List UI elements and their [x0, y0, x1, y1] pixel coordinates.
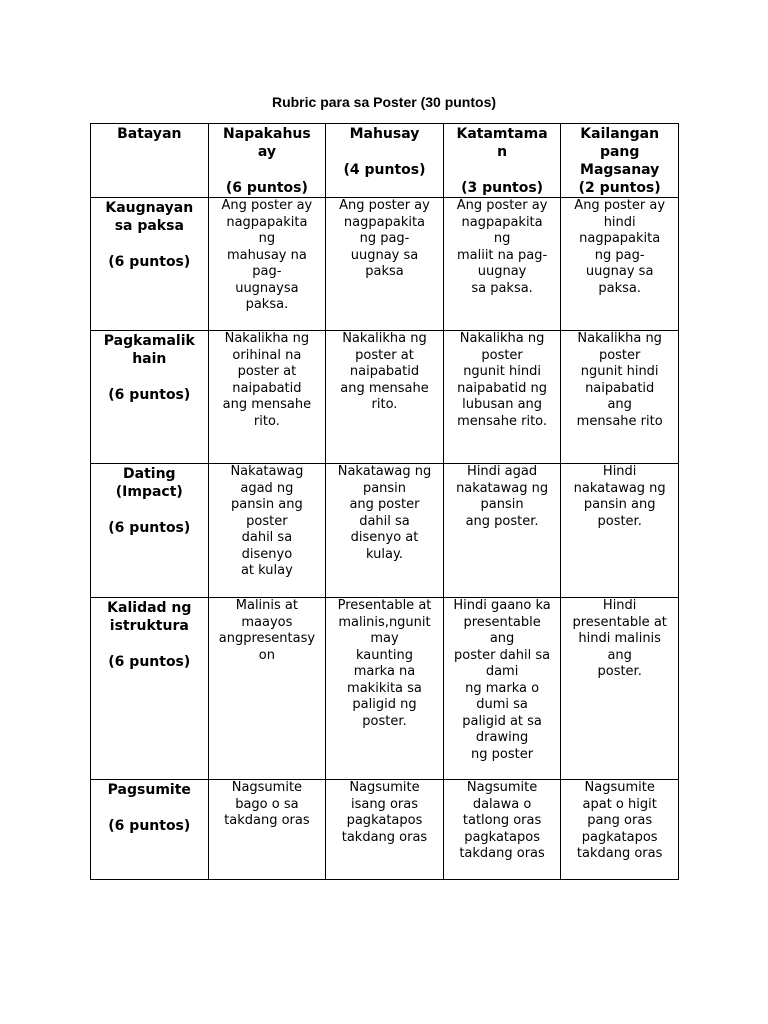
header-katamtaman: Katamtama n (3 puntos)	[443, 124, 561, 198]
table-cell: Nakalikha ng poster ngunit hindi naipabatid ng lubusan ang mensahe rito.	[443, 331, 561, 464]
table-header-row	[91, 124, 679, 198]
criterion-cell: Pagkamalik hain (6 puntos)	[91, 331, 209, 464]
table-cell: Nakalikha ng orihinal na poster at naipabatid ang mensahe rito.	[208, 331, 326, 464]
criterion-cell: Pagsumite (6 puntos)	[91, 780, 209, 880]
document-title: Rubric para sa Poster (30 puntos)	[271, 94, 497, 110]
table-cell: Nakalikha ng poster ngunit hindi naipabatid ang mensahe rito	[561, 331, 679, 464]
table-cell: Nagsumite isang oras pagkatapos takdang oras	[326, 780, 444, 880]
header-batayan: Batayan	[91, 124, 209, 198]
table-row	[91, 780, 679, 880]
table-cell: Ang poster ay hindi nagpapakita ng pag- uugnay sa paksa.	[561, 198, 679, 331]
table-cell: Nakalikha ng poster at naipabatid ang mensahe rito.	[326, 331, 444, 464]
header-napakahusay: Napakahus ay (6 puntos)	[208, 124, 326, 198]
table-cell: Nakatawag ng pansin ang poster dahil sa disenyo at kulay.	[326, 464, 444, 598]
header-mahusay: Mahusay (4 puntos)	[326, 124, 444, 198]
table-cell: Hindi nakatawag ng pansin ang poster.	[561, 464, 679, 598]
table-cell: Malinis at maayos angpresentasy on	[208, 598, 326, 780]
table-cell: Nakatawag agad ng pansin ang poster dahil sa disenyo at kulay	[208, 464, 326, 598]
table-row	[91, 331, 679, 464]
table-cell: Ang poster ay nagpapakita ng pag- uugnay sa paksa	[326, 198, 444, 331]
table-cell: Presentable at malinis,ngunit may kaunting marka na makikita sa paligid ng poster.	[326, 598, 444, 780]
rubric-table	[90, 123, 679, 880]
criterion-cell: Kalidad ng istruktura (6 puntos)	[91, 598, 209, 780]
table-cell: Hindi gaano ka presentable ang poster dahil sa dami ng marka o dumi sa paligid at sa drawing ng poster	[443, 598, 561, 780]
table-cell: Ang poster ay nagpapakita ng maliit na pag- uugnay sa paksa.	[443, 198, 561, 331]
table-cell: Hindi agad nakatawag ng pansin ang poster.	[443, 464, 561, 598]
table-cell: Nagsumite bago o sa takdang oras	[208, 780, 326, 880]
criterion-cell: Dating (Impact) (6 puntos)	[91, 464, 209, 598]
table-cell: Nagsumite dalawa o tatlong oras pagkatapos takdang oras	[443, 780, 561, 880]
table-row	[91, 464, 679, 598]
table-cell: Ang poster ay nagpapakita ng mahusay na pag- uugnaysa paksa.	[208, 198, 326, 331]
criterion-cell: Kaugnayan sa paksa (6 puntos)	[91, 198, 209, 331]
header-kailangan-pang-magsanay: Kailangan pang Magsanay (2 puntos)	[561, 124, 679, 198]
table-row	[91, 598, 679, 780]
table-cell: Hindi presentable at hindi malinis ang poster.	[561, 598, 679, 780]
table-row	[91, 198, 679, 331]
table-cell: Nagsumite apat o higit pang oras pagkatapos takdang oras	[561, 780, 679, 880]
